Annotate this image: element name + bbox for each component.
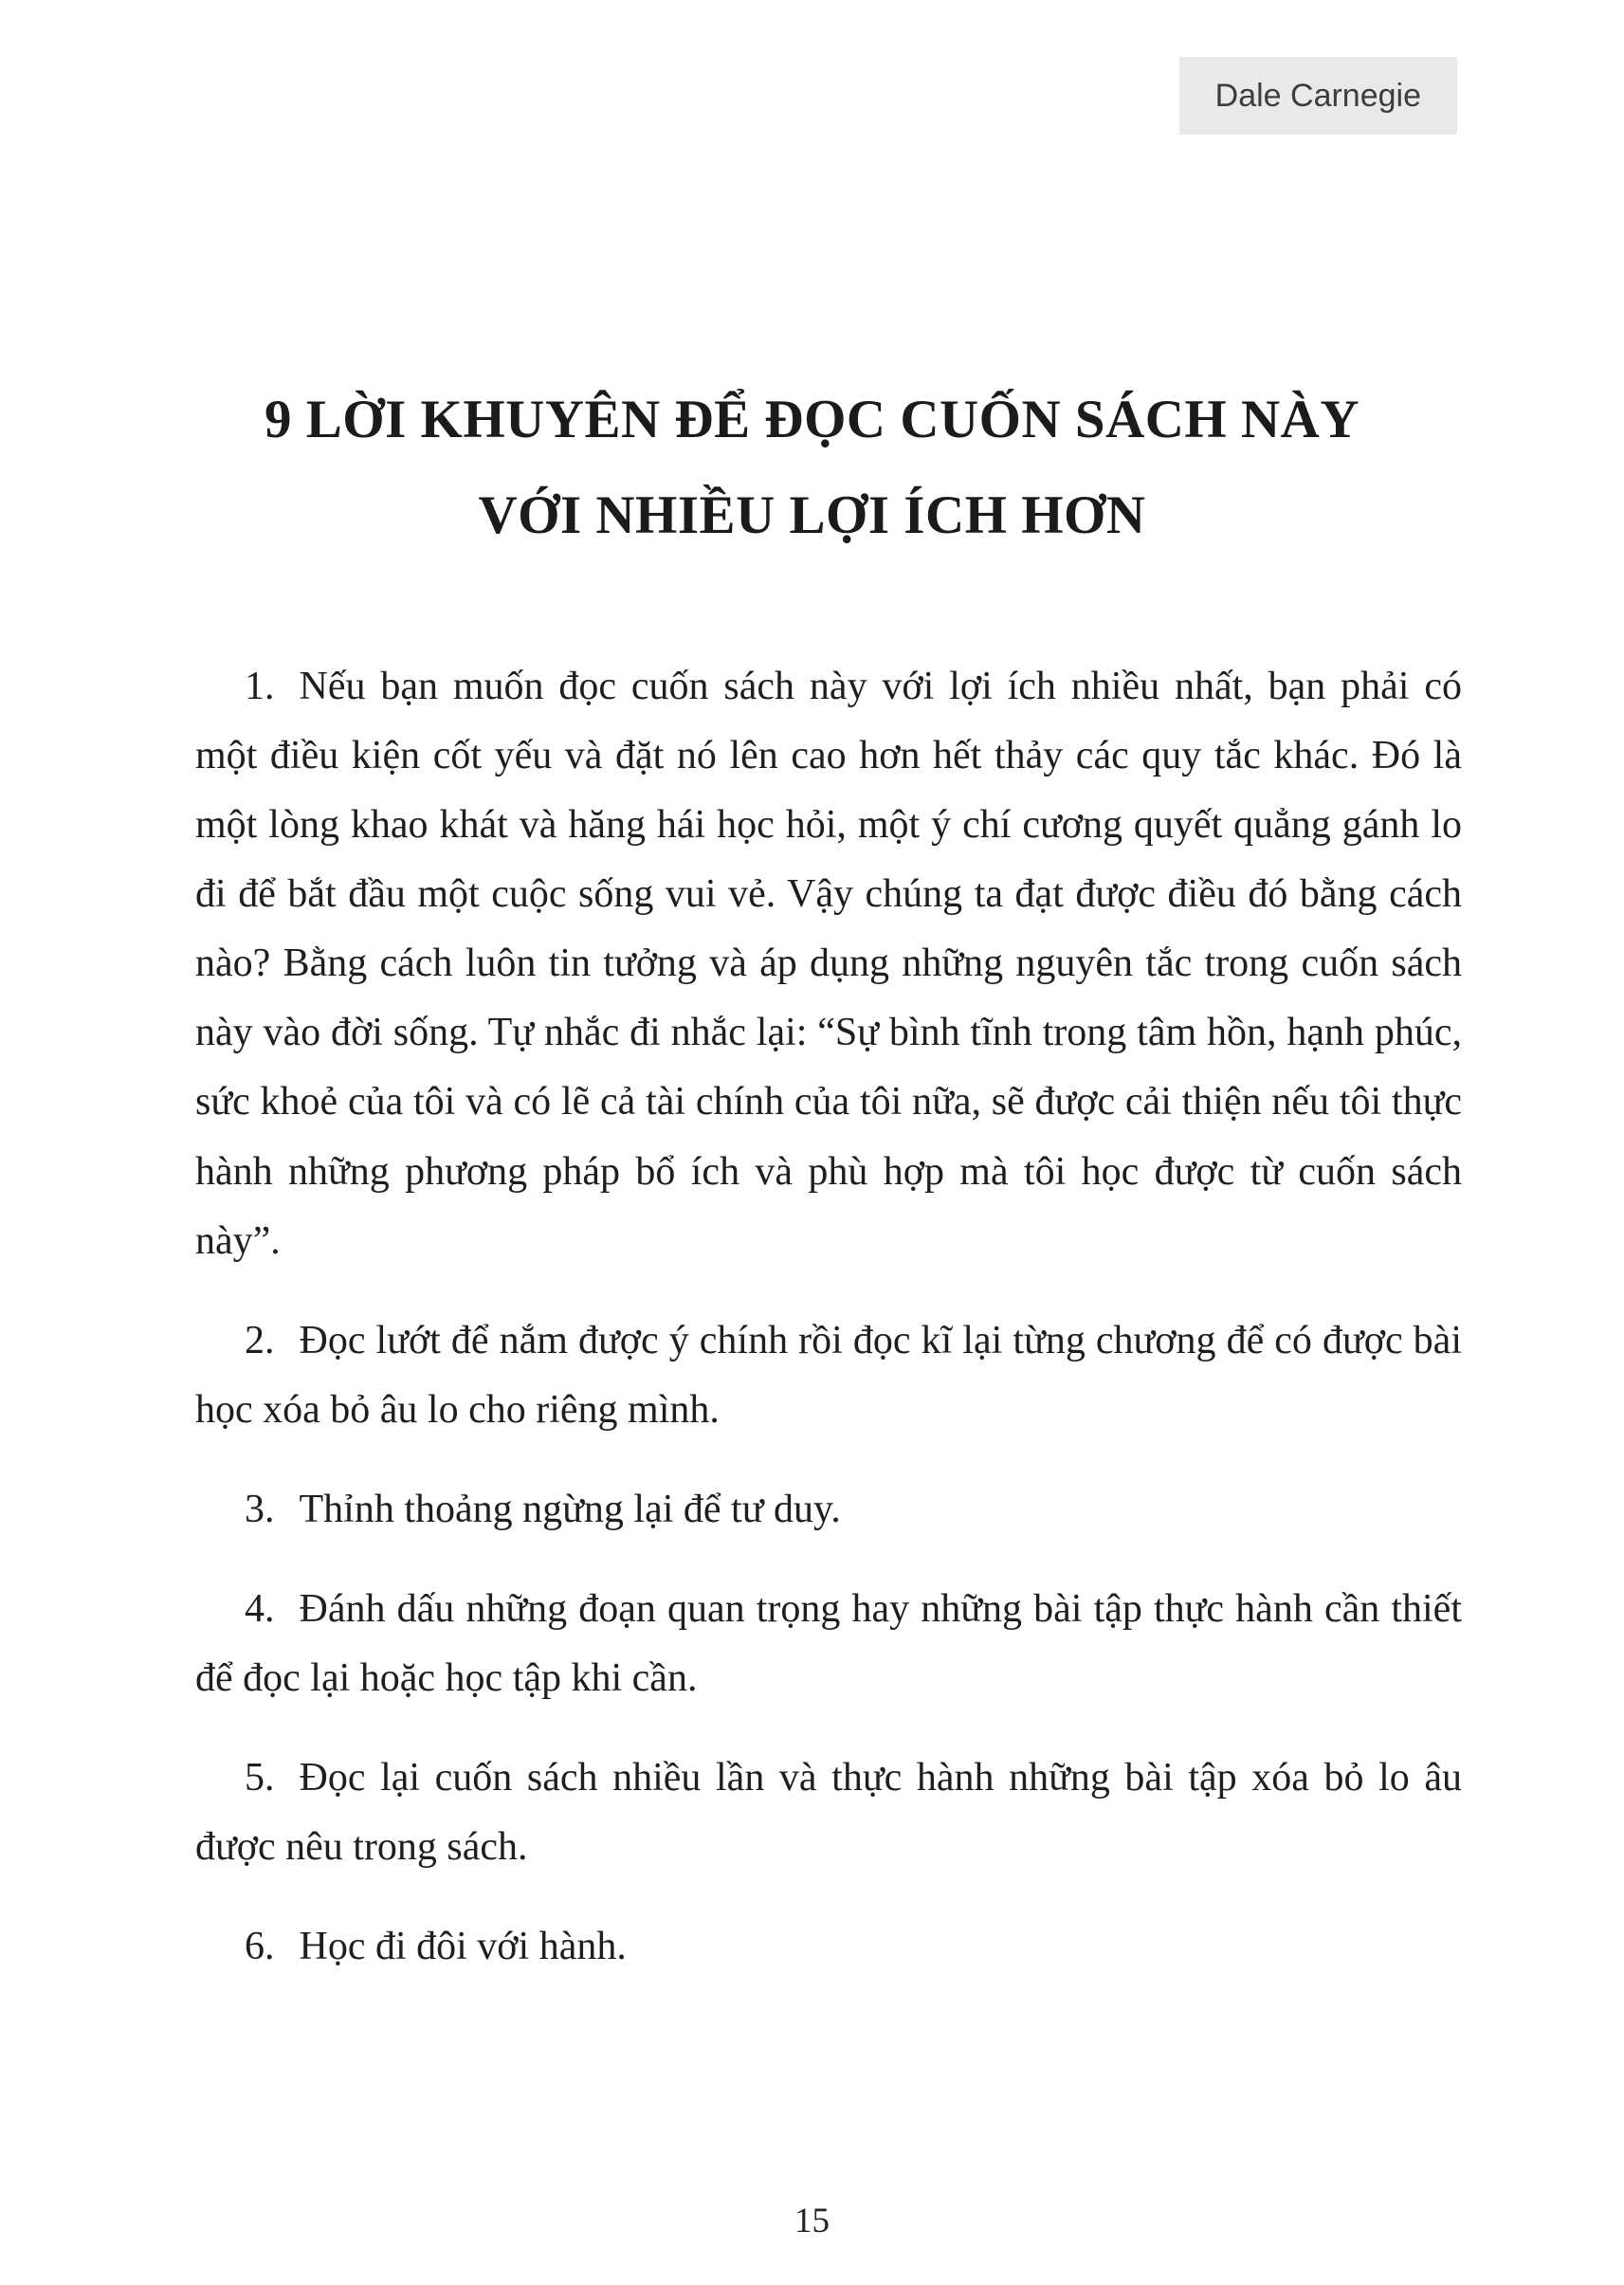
- paragraph-number: 5.: [245, 1756, 275, 1801]
- paragraph-number: 3.: [245, 1487, 275, 1531]
- paragraph-text: Đánh dấu những đoạn quan trọng hay những bài tập thực hành cần thiết để đọc lại hoặc học tập khi cần.: [195, 1586, 1462, 1701]
- paragraph: [195, 1912, 1462, 1982]
- chapter-title: [104, 372, 1520, 564]
- paragraph-number: 6.: [245, 1925, 275, 1969]
- author-header-badge: Dale Carnegie: [1179, 57, 1457, 135]
- page-number: 15: [794, 2202, 830, 2240]
- paragraph: [195, 1307, 1462, 1445]
- paragraph-number: 4.: [245, 1586, 275, 1631]
- paragraph-text: Đọc lướt để nắm được ý chính rồi đọc kĩ lại từng chương để có được bài học xóa bỏ âu lo cho riêng mình.: [195, 1318, 1462, 1432]
- paragraph: [195, 652, 1462, 1276]
- chapter-body: [195, 652, 1462, 2012]
- paragraph-text: Học đi đôi với hành.: [299, 1925, 627, 1969]
- paragraph-text: Thỉnh thoảng ngừng lại để tư duy.: [299, 1487, 841, 1531]
- paragraph-number: 1.: [245, 665, 275, 708]
- paragraph: [195, 1475, 1462, 1545]
- paragraph-text: Đọc lại cuốn sách nhiều lần và thực hành những bài tập xóa bỏ lo âu được nêu trong sách.: [195, 1756, 1462, 1870]
- chapter-title-line-1: 9 LỜI KHUYÊN ĐỂ ĐỌC CUỐN SÁCH NÀY: [265, 390, 1359, 449]
- paragraph: [195, 1575, 1462, 1713]
- paragraph-text: Nếu bạn muốn đọc cuốn sách này với lợi ích nhiều nhất, bạn phải có một điều kiện cốt yếu và đặt nó lên cao hơn hết thảy các quy tắc khác. Đó là một lòng khao khát và hăng hái học hỏi, một ý chí cương quyết quẳng gánh lo đi để bắt đầu một cuộc sống vui vẻ. Vậy chúng ta đạt được điều đó bằng cách nào? Bằng cách luôn tin tưởng và áp dụng những nguyên tắc trong cuốn sách này vào đời sống. Tự nhắc đi nhắc lại: “Sự bình tĩnh trong tâm hồn, hạnh phúc, sức khoẻ của tôi và có lẽ cả tài chính của tôi nữa, sẽ được cải thiện nếu tôi thực hành những phương pháp bổ ích và phù hợp mà tôi học được từ cuốn sách này”.: [195, 665, 1462, 1263]
- paragraph-number: 2.: [245, 1318, 275, 1362]
- chapter-title-line-2: VỚI NHIỀU LỢI ÍCH HƠN: [478, 485, 1146, 546]
- paragraph: [195, 1744, 1462, 1882]
